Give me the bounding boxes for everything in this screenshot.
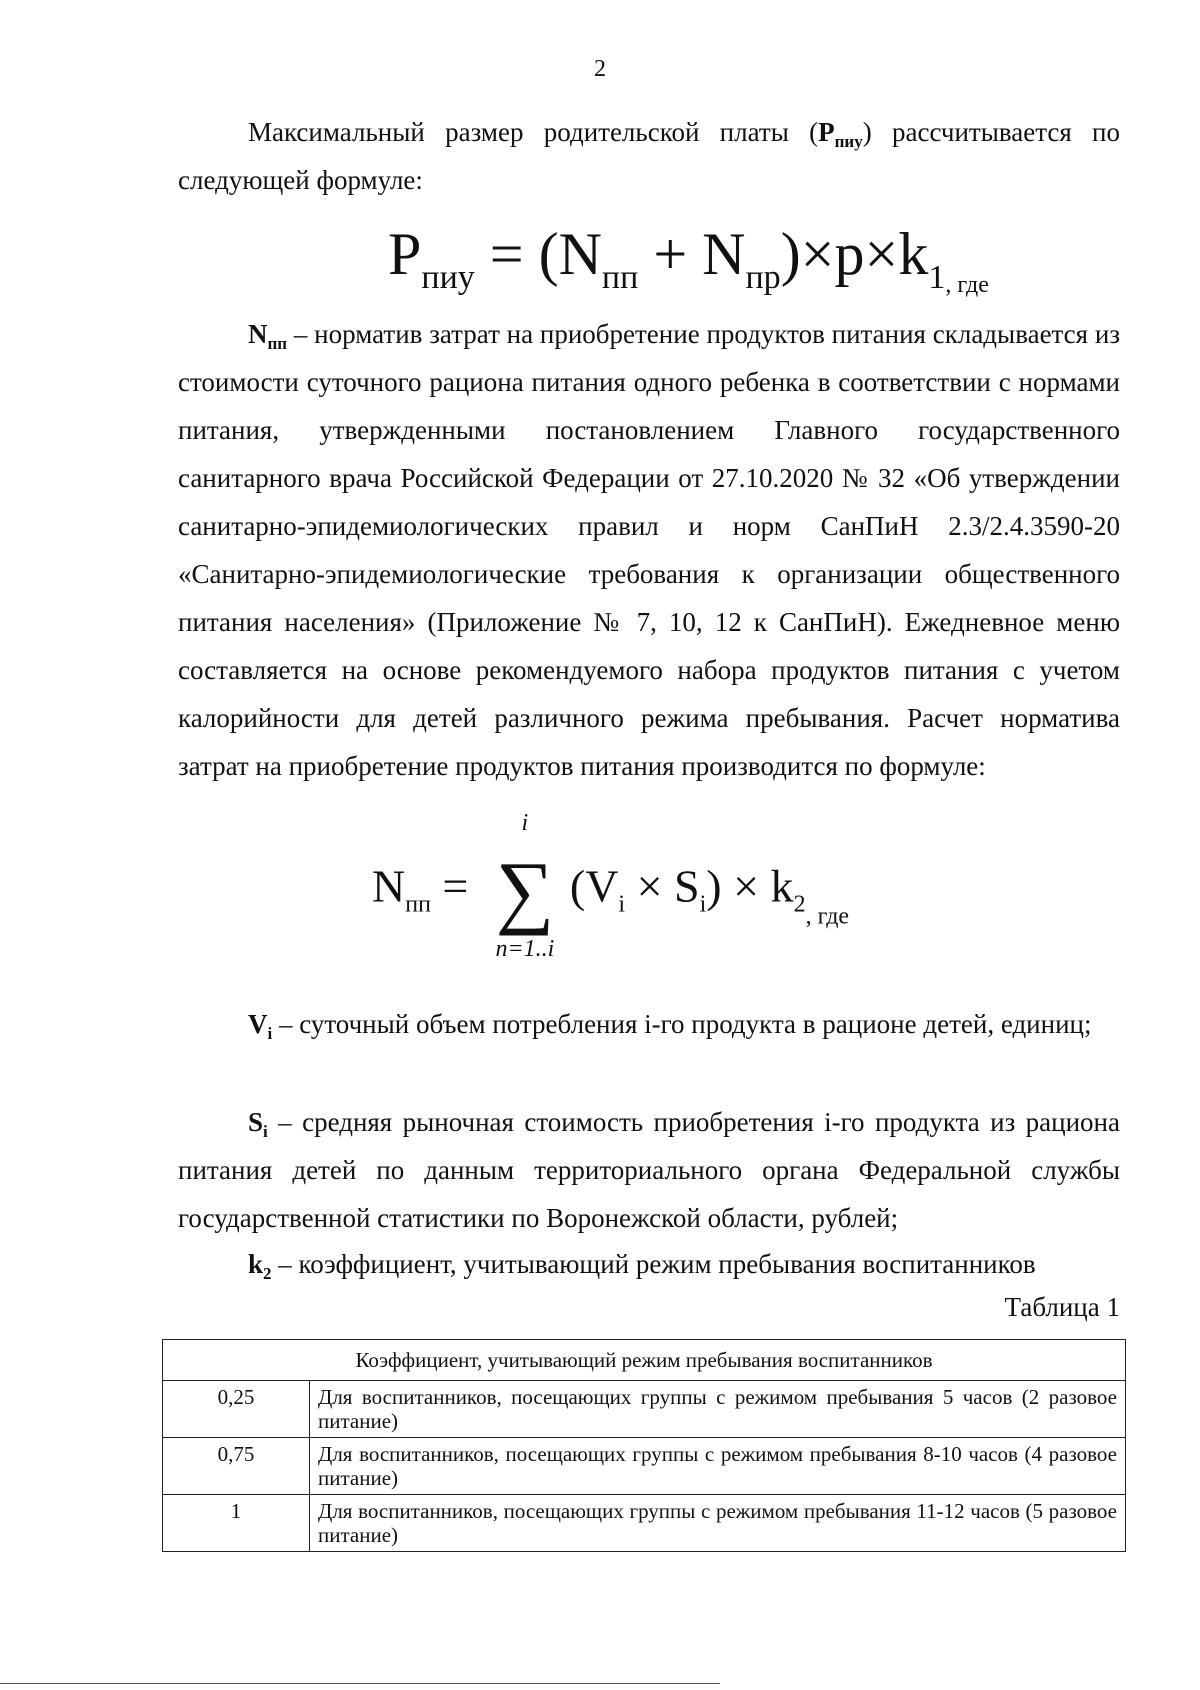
v-term-sub: i [267,1024,273,1043]
table-row [163,1495,1126,1552]
n-term-sub: пп [267,334,288,353]
coefficient-table [162,1339,1126,1552]
k-term-letter: k [248,1249,264,1279]
f2-v-sub: i [618,891,626,918]
sum-lower-limit: n=1..i [495,936,555,962]
table-row [163,1438,1126,1495]
sum-upper-limit: i [521,810,529,836]
table-caption: Таблица 1 [1004,1292,1120,1322]
coefficient-description: Для воспитанников, посещающих группы с режимом пребывания 8-10 часов (4 разовое питание) [310,1438,1126,1495]
n-term [248,319,288,353]
paragraph-intro [178,108,1120,204]
coefficient-value: 0,75 [163,1438,310,1495]
f2-lhs: N [372,860,406,912]
f2-eq: = [430,860,480,912]
formula-food-norm [372,810,850,962]
scan-edge-line [0,1683,720,1684]
k-term-sub: 2 [263,1264,272,1283]
intro-term-letter: Р [818,117,835,147]
f1-lhs-sub: пиу [421,259,475,296]
f2-lhs-sub: пп [405,891,431,918]
intro-term-sub: пиу [834,132,863,151]
f1-where: , где [945,272,989,298]
v-description: – суточный объем потребления i-го продукта в рационе детей, единиц; [272,1009,1092,1039]
paragraph-n-definition [178,310,1120,790]
sigma-icon: ∑ [495,845,555,936]
f2-where: , где [805,903,850,930]
f1-eq-open: = (N [474,221,602,287]
f1-k-sub: 1 [928,259,946,296]
f1-plus: + N [638,221,746,287]
f2-body-close: ) × k [706,860,794,912]
s-term-letter: S [248,1107,264,1137]
paragraph-s-definition [178,1098,1120,1242]
f2-s-sub: i [699,891,707,918]
f2-k-sub: 2 [793,891,806,918]
coefficient-value: 1 [163,1495,310,1552]
v-term-letter: V [248,1009,268,1039]
f1-lhs: P [388,221,422,287]
s-term [248,1107,268,1141]
n-description: – норматив затрат на приобретение продуктов питания складывается из стоимости суточного рациона питания одного ребенка в соответствии с нормами питания, утвержденными постановлением Главного государственного санитарного врача Российской Федерации от 27.10.2020 № 32 «Об утверждении санитарно-эпидемиологических правил и норм СанПиН 2.3/2.4.3590-20 «Санитарно-эпидемиологические требования к организации общественного питания населения» (Приложение № 7, 10, 12 к СанПиН). Ежедневное меню составляется на основе рекомендуемого набора продуктов питания с учетом калорийности для детей различного режима пребывания. Расчет норматива затрат на приобретение продуктов питания производится по формуле: [178,319,1120,781]
paragraph-v-definition [178,1000,1120,1048]
f1-n2-sub: пр [745,259,781,296]
v-term [248,1009,273,1043]
table-row [163,1381,1126,1438]
n-term-letter: N [248,319,268,349]
sum-symbol [480,810,570,962]
f1-n1-sub: пп [601,259,639,296]
k-description: – коэффициент, учитывающий режим пребывания воспитанников [271,1249,1036,1279]
s-description: – средняя рыночная стоимость приобретения i-го продукта из рациона питания детей по данным территориального органа Федеральной службы государственной статистики по Воронежской области, рублей; [178,1107,1120,1233]
intro-term [818,117,863,151]
page-number: 2 [594,56,606,82]
intro-text-end: ) рассчитывается по следующей формуле: [178,117,1120,195]
s-term-sub: i [263,1122,268,1141]
coefficient-description: Для воспитанников, посещающих группы с режимом пребывания 11-12 часов (5 разовое питание) [310,1495,1126,1552]
f2-body-open: (V [569,860,619,912]
table-header-row [163,1340,1126,1381]
coefficient-value: 0,25 [163,1381,310,1438]
f1-rest: )×p×k [780,221,929,287]
formula-parent-fee [388,220,989,299]
intro-text-start: Максимальный размер родительской платы ( [248,117,819,147]
coefficient-description: Для воспитанников, посещающих группы с режимом пребывания 5 часов (2 разовое питание) [310,1381,1126,1438]
f2-times: × S [625,860,700,912]
table-header: Коэффициент, учитывающий режим пребывания воспитанников [163,1340,1126,1381]
k-term [248,1249,272,1283]
paragraph-k-definition [178,1240,1120,1288]
